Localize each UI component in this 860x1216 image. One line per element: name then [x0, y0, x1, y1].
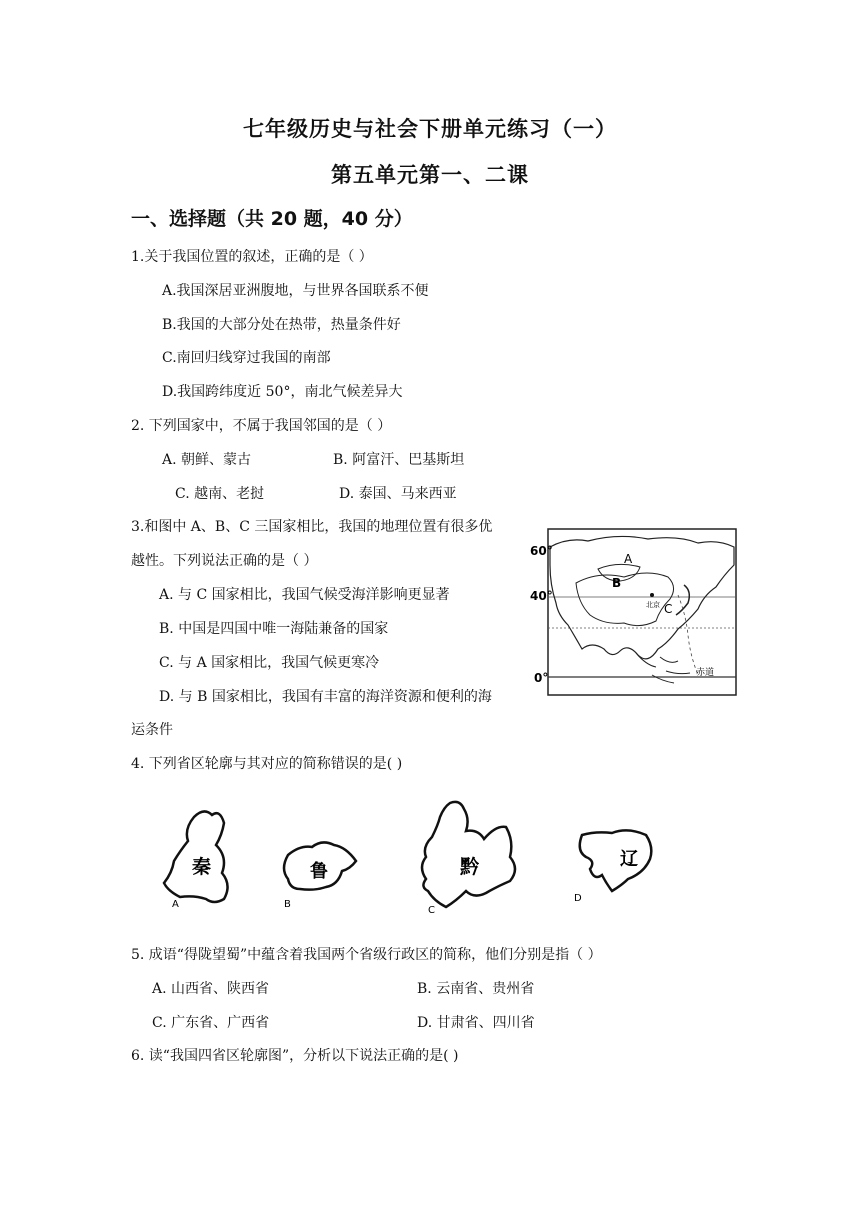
section-title: 一、选择题（共 20 题，40 分） — [131, 208, 413, 230]
question-5-option-b[interactable]: B. 云南省、贵州省 — [417, 981, 535, 997]
lat-label-40: 40° — [530, 589, 553, 603]
question-1-option-c[interactable]: C.南回归线穿过我国的南部 — [162, 350, 331, 366]
country-label-b: B — [612, 576, 622, 590]
question-1-stem: 1.关于我国位置的叙述，正确的是（ ） — [131, 249, 373, 265]
equator-label: 赤道 — [696, 668, 715, 678]
page-title: 七年级历史与社会下册单元练习（一） — [243, 117, 617, 141]
question-3-option-a[interactable]: A. 与 C 国家相比，我国气候受海洋影响更显著 — [159, 587, 450, 603]
question-2-option-d[interactable]: D. 泰国、马来西亚 — [339, 486, 457, 502]
province-outlines-figure — [150, 795, 670, 920]
province-d-abbr: 辽 — [620, 849, 638, 870]
question-3-option-c[interactable]: C. 与 A 国家相比，我国气候更寒冷 — [159, 655, 380, 671]
province-a-letter: A — [172, 899, 179, 910]
province-a-abbr: 秦 — [192, 856, 212, 878]
province-b-abbr: 鲁 — [310, 861, 328, 882]
beijing-marker — [650, 593, 654, 597]
question-2-option-c[interactable]: C. 越南、老挝 — [175, 486, 265, 502]
question-2-option-b[interactable]: B. 阿富汗、巴基斯坦 — [333, 452, 465, 468]
province-c-shape — [422, 802, 515, 907]
question-3-option-b[interactable]: B. 中国是四国中唯一海陆兼备的国家 — [159, 621, 389, 637]
question-5-stem: 5. 成语“得陇望蜀”中蕴含着我国两个省级行政区的简称，他们分别是指（ ） — [131, 947, 602, 963]
province-d-shape — [580, 830, 652, 891]
asia-map-figure — [528, 525, 740, 705]
province-c-abbr: 黔 — [460, 856, 480, 878]
lat-label-60: 60° — [530, 544, 553, 558]
province-d-letter: D — [574, 893, 582, 904]
question-1-option-a[interactable]: A.我国深居亚洲腹地，与世界各国联系不便 — [162, 283, 429, 299]
province-c[interactable] — [422, 802, 515, 916]
question-3-option-d-continued: 运条件 — [131, 722, 173, 738]
country-label-c: C — [664, 602, 673, 616]
question-2-stem: 2. 下列国家中，不属于我国邻国的是（ ） — [131, 418, 392, 434]
question-1-option-b[interactable]: B.我国的大部分处在热带，热量条件好 — [162, 317, 401, 333]
question-2-option-a[interactable]: A. 朝鲜、蒙古 — [162, 452, 252, 468]
question-6-stem: 6. 读“我国四省区轮廓图”，分析以下说法正确的是( ) — [131, 1048, 459, 1064]
province-a[interactable] — [164, 811, 228, 910]
question-5-option-d[interactable]: D. 甘肃省、四川省 — [417, 1015, 535, 1031]
province-b-letter: B — [284, 899, 291, 910]
question-4-stem: 4. 下列省区轮廓与其对应的简称错误的是( ) — [131, 756, 403, 772]
lat-label-0: 0° — [534, 671, 549, 685]
page-subtitle: 第五单元第一、二课 — [331, 163, 529, 187]
question-1-option-d[interactable]: D.我国跨纬度近 50°，南北气候差异大 — [162, 384, 403, 400]
city-label-beijing: 北京 — [646, 601, 660, 609]
question-5-option-a[interactable]: A. 山西省、陕西省 — [152, 981, 270, 997]
country-label-a: A — [624, 552, 633, 566]
question-3-stem-line1: 3.和图中 A、B、C 三国家相比，我国的地理位置有很多优 — [131, 519, 493, 535]
question-5-option-c[interactable]: C. 广东省、广西省 — [152, 1015, 270, 1031]
province-c-letter: C — [428, 905, 435, 916]
question-3-stem-line2: 越性。下列说法正确的是（ ） — [131, 553, 318, 569]
province-d[interactable] — [574, 830, 651, 904]
province-b[interactable] — [284, 842, 356, 910]
question-3-option-d[interactable]: D. 与 B 国家相比，我国有丰富的海洋资源和便利的海 — [159, 689, 492, 705]
